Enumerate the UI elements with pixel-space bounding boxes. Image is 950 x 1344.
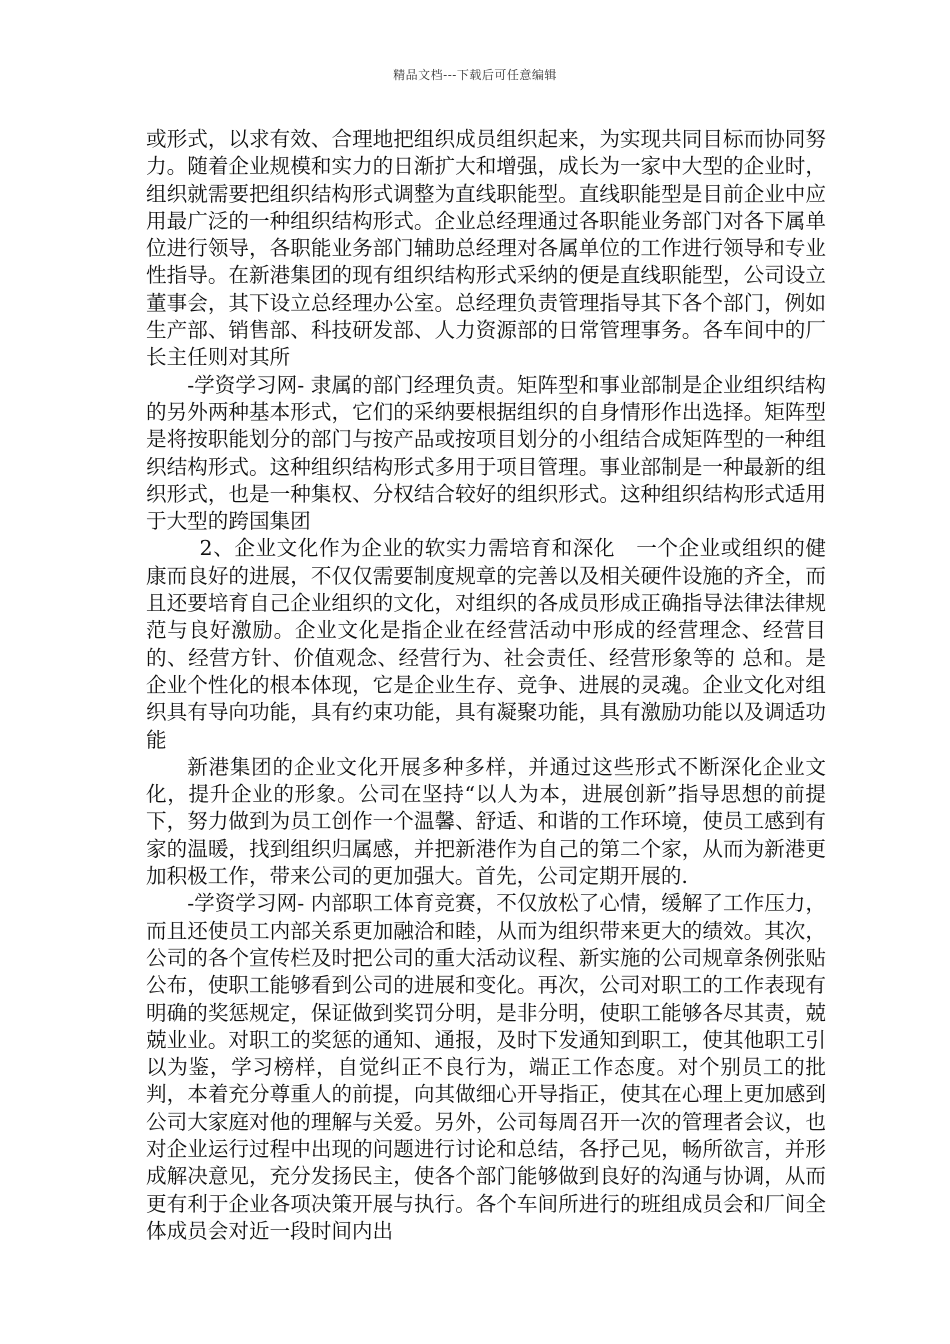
paragraph-5: -学资学习网- 内部职工体育竞赛，不仅放松了心情，缓解了工作压力，而且还使员工内部关系更加融洽和睦，从而为组织带来更大的绩效。其次，公司的各个宣传栏及时把公司的重大活动议程、新实施的公司规章条例张贴公布，使职工能够看到公司的进展和变化。再次，公司对职工的工作表现有明确的奖惩规定，保证做到奖罚分明，是非分明，使职工能够各尽其责，兢兢业业。对职工的奖惩的通知、通报，及时下发通知到职工，使其他职工引以为鉴，学习榜样，自觉纠正不良行为，端正工作态度。对个别员工的批判，本着充分尊重人的前提，向其做细心开导指正，使其在心理上更加感到公司大家庭对他的理解与关爱。另外，公司每周召开一次的管理者会议，也对企业运行过程中出现的问题进行讨论和总结，各抒己见，畅所欲言，并形成解决意见，充分发扬民主，使各个部门能够做到良好的沟通与协调，从而更有利于企业各项决策开展与执行。各个车间所进行的班组成员会和厂间全体成员会对近一段时间内出: [146, 891, 826, 1243]
document-body: [146, 126, 826, 1245]
paragraph-1: 或形式，以求有效、合理地把组织成员组织起来，为实现共同目标而协同努力。随着企业规模和实力的日渐扩大和增强，成长为一家中大型的企业时，组织就需要把组织结构形式调整为直线职能型。直线职能型是目前企业中应用最广泛的一种组织结构形式。企业总经理通过各职能业务部门对各下属单位进行领导，各职能业务部门辅助总经理对各属单位的工作进行领导和专业性指导。在新港集团的现有组织结构形式采纳的便是直线职能型，公司设立董事会，其下设立总经理办公室。总经理负责管理指导其下各个部门，例如生产部、销售部、科技研发部、人力资源部的日常管理事务。各车间中的厂长主任则对其所: [146, 127, 826, 370]
paragraph-2: -学资学习网- 隶属的部门经理负责。矩阵型和事业部制是企业组织结构的另外两种基本形式，它们的采纳要根据组织的自身情形作出选择。矩阵型是将按职能划分的部门与按产品或按项目划分的小组结合成矩阵型的一种组织结构形式。这种组织结构形式多用于项目管理。事业部制是一种最新的组织形式，也是一种集权、分权结合较好的组织形式。这种组织结构形式适用于大型的跨国集团: [146, 372, 826, 534]
paragraph-4: 新港集团的企业文化开展多种多样，并通过这些形式不断深化企业文化，提升企业的形象。公司在坚持“以人为本，进展创新”指导思想的前提下，努力做到为员工创作一个温馨、舒适、和谐的工作环境，使员工感到有家的温暖，找到组织归属感，并把新港作为自己的第二个家，从而为新港更加积极工作，带来公司的更加强大。首先，公司定期开展的.: [146, 754, 826, 889]
paragraph-3: 2、企业文化作为企业的软实力需培育和深化 一个企业或组织的健康而良好的进展，不仅仅需要制度规章的完善以及相关硬件设施的齐全，而且还要培育自己企业组织的文化，对组织的各成员形成正确指导法律法律规范与良好激励。企业文化是指企业在经营活动中形成的经营理念、经营目的、经营方针、价值观念、经营行为、社会责任、经营形象等的 总和。是企业个性化的根本体现，它是企业生存、竞争、进展的灵魂。企业文化对组织具有导向功能，具有约束功能，具有凝聚功能，具有激励功能以及调适功能: [146, 536, 826, 752]
page-header: 精品文档---下载后可任意编辑: [393, 68, 557, 82]
